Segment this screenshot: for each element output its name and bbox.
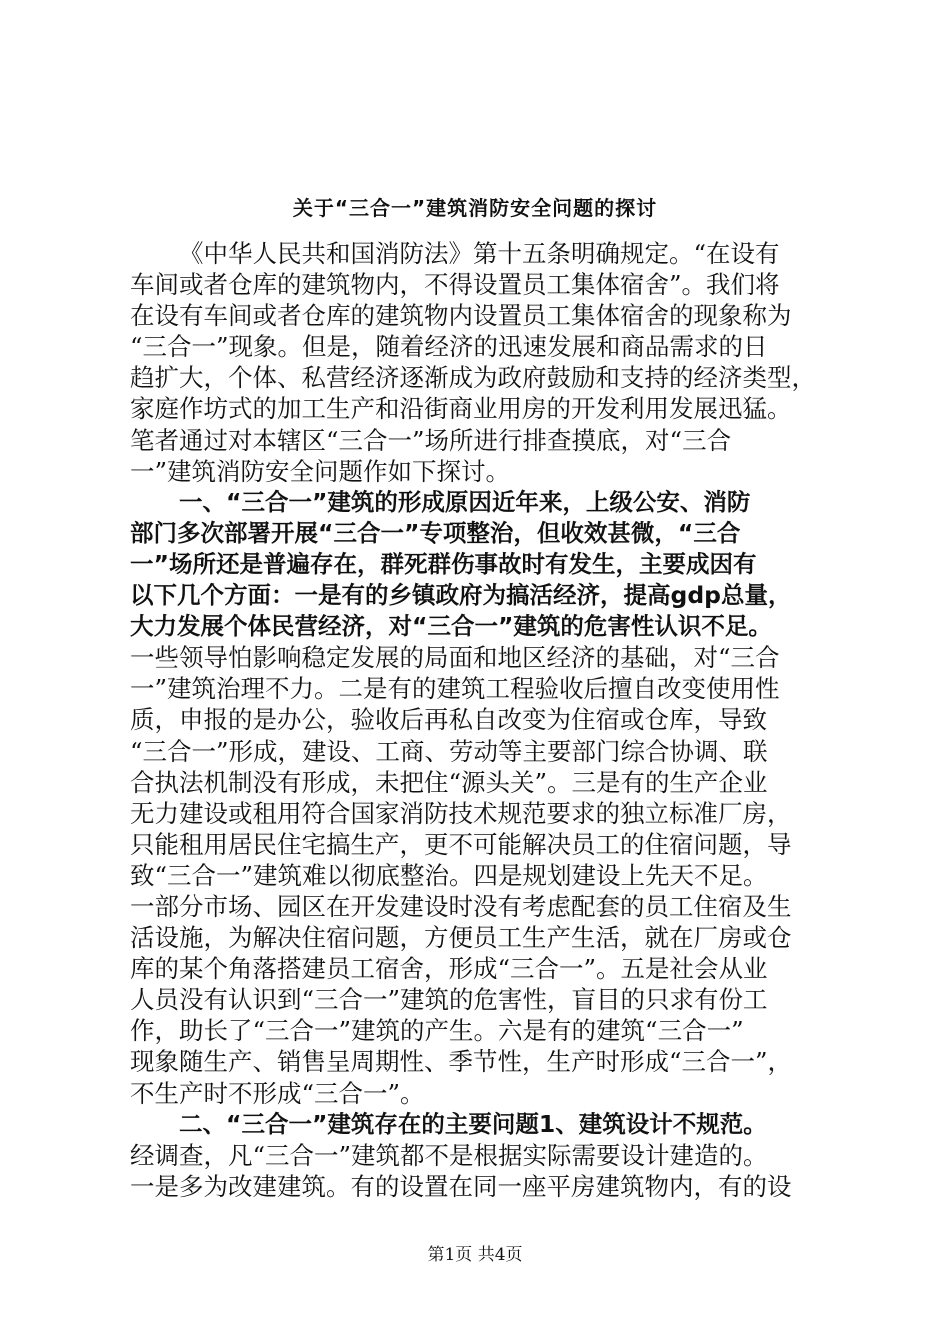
paragraph-line: 一”建筑消防安全问题作如下探讨。 — [130, 456, 511, 486]
paragraph-line: 一”建筑治理不力。二是有的建筑工程验收后擅自改变使用性 — [130, 674, 780, 704]
heading-line: 以下几个方面：一是有的乡镇政府为搞活经济，提高gdp总量， — [130, 581, 792, 610]
page-footer: 第1页 共4页 — [427, 1245, 523, 1265]
paragraph-line: 一部分市场、园区在开发建设时没有考虑配套的员工住宿及生 — [130, 891, 792, 921]
paragraph-line: 家庭作坊式的加工生产和沿街商业用房的开发利用发展迅猛。 — [130, 394, 792, 424]
paragraph-line: 在设有车间或者仓库的建筑物内设置员工集体宿舍的现象称为 — [130, 301, 792, 331]
paragraph-line: 不生产时不形成“三合一”。 — [130, 1078, 425, 1108]
heading-line: 大力发展个体民营经济，对“三合一”建筑的危害性认识不足。 — [130, 612, 772, 641]
paragraph-line: 现象随生产、销售呈周期性、季节性，生产时形成“三合一”， — [130, 1047, 793, 1077]
document-title: 关于“三合一”建筑消防安全问题的探讨 — [292, 196, 658, 220]
paragraph-line: 库的某个角落搭建员工宿舍，形成“三合一”。五是社会从业 — [130, 954, 768, 984]
paragraph-line: 质，申报的是办公，验收后再私自改变为住宿或仓库，导致 — [130, 705, 767, 735]
paragraph-line: 人员没有认识到“三合一”建筑的危害性，盲目的只求有份工 — [130, 985, 768, 1015]
paragraph-line: 无力建设或租用符合国家消防技术规范要求的独立标准厂房， — [130, 798, 792, 828]
paragraph-line: 一些领导怕影响稳定发展的局面和地区经济的基础，对“三合 — [130, 643, 780, 673]
paragraph-line: 笔者通过对本辖区“三合一”场所进行排查摸底，对“三合 — [130, 425, 732, 455]
heading-line: 一、“三合一”建筑的形成原因近年来，上级公安、消防 — [179, 487, 751, 516]
paragraph-line: 《中华人民共和国消防法》第十五条明确规定。“在设有 — [179, 239, 780, 268]
heading-line: 一”场所还是普遍存在，群死群伤事故时有发生，主要成因有 — [130, 549, 757, 578]
paragraph-line: “三合一”形成，建设、工商、劳动等主要部门综合协调、联 — [130, 736, 768, 766]
document-body — [130, 238, 830, 1202]
heading-line: 二、“三合一”建筑存在的主要问题1、建筑设计不规范。 — [179, 1109, 767, 1138]
paragraph-line: 车间或者仓库的建筑物内，不得设置员工集体宿舍”。我们将 — [130, 270, 780, 300]
paragraph-line: 合执法机制没有形成，未把住“源头关”。三是有的生产企业 — [130, 767, 768, 797]
paragraph-line: 活设施，为解决住宿问题，方便员工生产生活，就在厂房或仓 — [130, 923, 792, 953]
paragraph-line: 致“三合一”建筑难以彻底整治。四是规划建设上先天不足。 — [130, 860, 768, 890]
paragraph-line: 只能租用居民住宅搞生产，更不可能解决员工的住宿问题，导 — [130, 829, 792, 859]
paragraph-line: “三合一”现象。但是，随着经济的迅速发展和商品需求的日 — [130, 332, 768, 362]
paragraph-line: 趋扩大，个体、私营经济逐渐成为政府鼓励和支持的经济类型， — [130, 363, 816, 393]
paragraph-line: 作，助长了“三合一”建筑的产生。六是有的建筑“三合一” — [130, 1016, 744, 1046]
paragraph-line: 经调查，凡“三合一”建筑都不是根据实际需要设计建造的。 — [130, 1140, 768, 1170]
heading-line: 部门多次部署开展“三合一”专项整治，但收效甚微，“三合 — [130, 518, 741, 547]
paragraph-line: 一是多为改建建筑。有的设置在同一座平房建筑物内，有的设 — [130, 1171, 792, 1201]
